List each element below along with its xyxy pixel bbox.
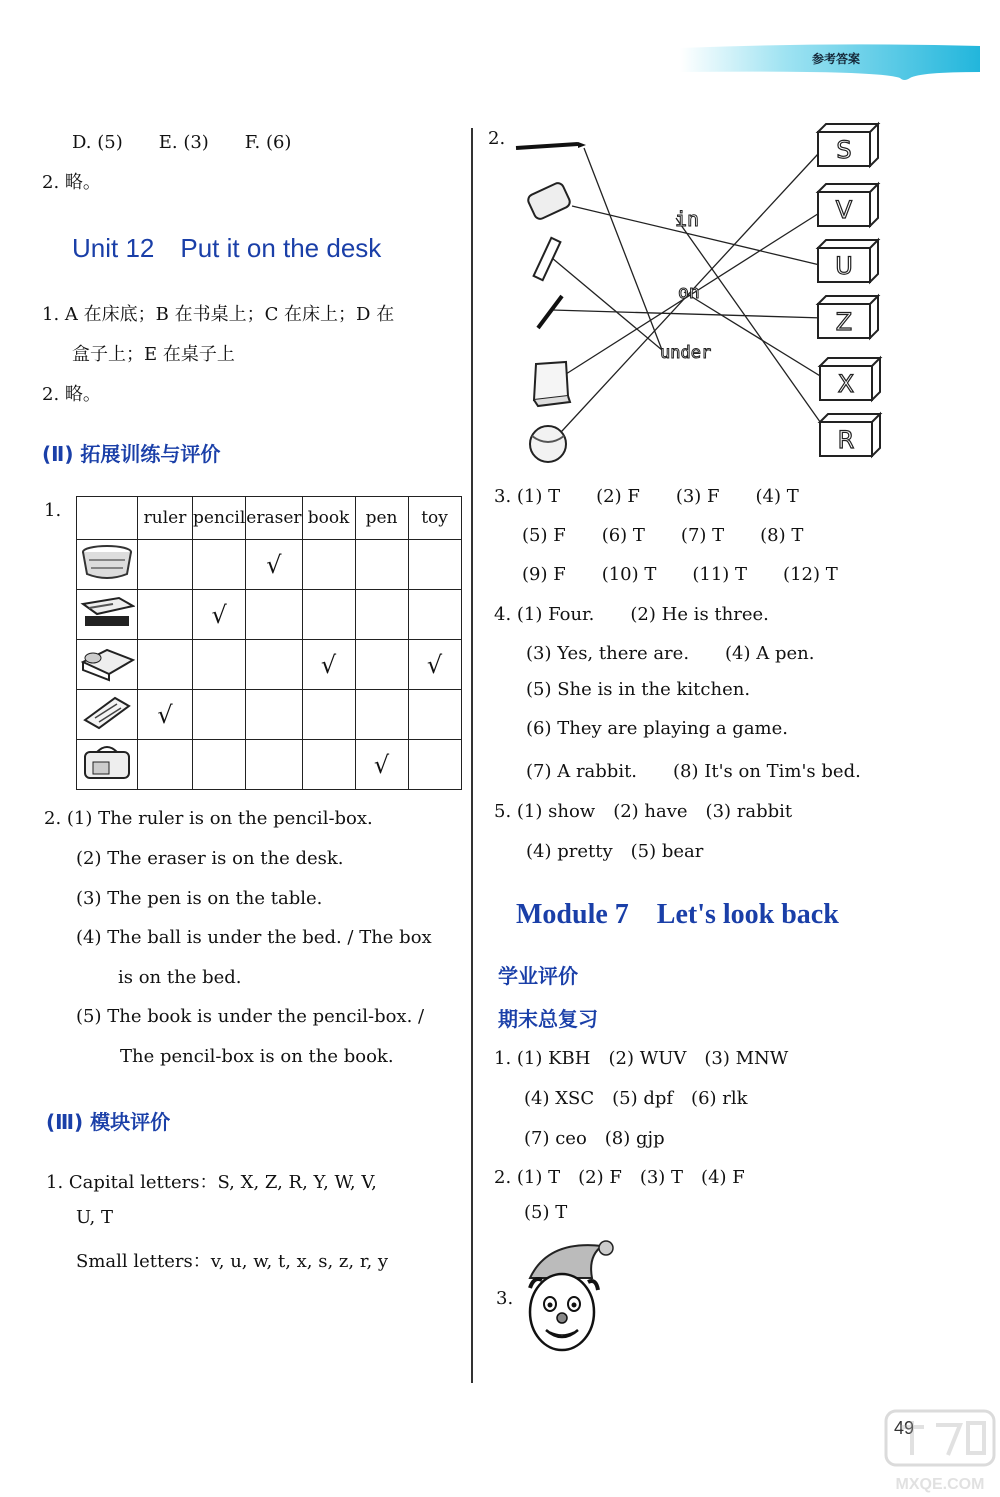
question-number: 3. [496, 1288, 514, 1309]
answer-line: U, T [76, 1207, 113, 1228]
table-cell [408, 590, 461, 640]
col-header: pencil [193, 497, 246, 540]
col-header: ruler [138, 497, 193, 540]
col-header: eraser [246, 497, 302, 540]
table-cell [355, 590, 408, 640]
table-cell [193, 690, 246, 740]
col-header: book [302, 497, 355, 540]
preposition-on: on [678, 282, 700, 303]
answer-line: 1. Capital letters：S, X, Z, R, Y, W, V, [46, 1172, 377, 1193]
table-cell [302, 540, 355, 590]
table-cell [355, 640, 408, 690]
svg-text:S: S [836, 136, 852, 164]
answer-line: (5) F (6) T (7) T (8) T [522, 525, 804, 546]
answer-line: (4) The ball is under the bed. / The box [76, 927, 432, 948]
bed-with-pillow-picture [77, 640, 138, 690]
answer-line: 2. 略。 [42, 384, 101, 405]
pen-icon [538, 296, 562, 328]
answer-line: (4) XSC (5) dpf (6) rlk [524, 1088, 748, 1109]
answer-line: 2. 略。 [42, 172, 101, 193]
svg-text:U: U [835, 252, 853, 280]
table-cell [408, 740, 461, 790]
svg-text:X: X [837, 370, 855, 398]
table-cell [408, 540, 461, 590]
matching-diagram [512, 118, 892, 470]
table-cell [193, 640, 246, 690]
answer-line: 2. (1) T (2) F (3) T (4) F [494, 1167, 745, 1188]
table-corner-cell [77, 497, 138, 540]
answer-line: 3. (1) T (2) F (3) F (4) T [494, 486, 799, 507]
answer-table [76, 496, 462, 790]
answer-line: 1. A 在床底；B 在书桌上；C 在床上；D 在 [42, 304, 395, 325]
table-cell [246, 690, 302, 740]
answer-line: 1. (1) KBH (2) WUV (3) MNW [494, 1048, 789, 1069]
answer-line: The pencil-box is on the book. [120, 1046, 394, 1067]
answer-line: (4) pretty (5) bear [526, 841, 704, 862]
svg-text:MXQE.COM: MXQE.COM [895, 1476, 985, 1493]
table-cell: √ [246, 540, 302, 590]
table-cell [408, 690, 461, 740]
answer-line: 盒子上；E 在桌子上 [72, 344, 235, 365]
desk-picture [77, 590, 138, 640]
table-cell: √ [302, 640, 355, 690]
section-heading: (Ⅱ) 拓展训练与评价 [42, 442, 221, 466]
book-icon [534, 362, 570, 406]
question-number: 2. [488, 128, 506, 149]
svg-text:Z: Z [835, 308, 853, 336]
unit-title: Unit 12 Put it on the desk [72, 233, 382, 263]
header-label: 参考答案 [812, 52, 861, 66]
table-row [77, 590, 462, 640]
section-heading: 期末总复习 [498, 1007, 598, 1031]
table-cell: √ [408, 640, 461, 690]
answer-line: (5) The book is under the pencil-box. / [76, 1006, 425, 1027]
svg-text:R: R [837, 426, 855, 454]
answer-line: (3) Yes, there are. (4) A pen. [526, 643, 815, 664]
table-cell [138, 740, 193, 790]
answer-line: (5) She is in the kitchen. [526, 679, 751, 700]
table-cell [355, 690, 408, 740]
table-cell [246, 640, 302, 690]
answer-line: 2. (1) The ruler is on the pencil-box. [44, 808, 373, 829]
letter-box-s [818, 124, 878, 166]
table-row [77, 690, 462, 740]
letter-box-z [818, 296, 878, 338]
table-cell [246, 590, 302, 640]
answer-line: Small letters：v, u, w, t, x, s, z, r, y [76, 1251, 389, 1272]
ball-icon [530, 426, 566, 462]
module-title: Module 7 Let's look back [516, 899, 839, 930]
answer-line: (7) A rabbit. (8) It's on Tim's bed. [526, 761, 861, 782]
letter-box-v [818, 184, 878, 226]
col-header: pen [355, 497, 408, 540]
ruler-icon [534, 238, 561, 280]
answer-line: (2) The eraser is on the desk. [76, 848, 344, 869]
pencil-box-icon [526, 181, 571, 221]
page-number: 49 [894, 1418, 915, 1438]
table-cell [355, 540, 408, 590]
clown-face-drawing [518, 1238, 618, 1354]
preposition-in: in [675, 207, 700, 231]
question-number: 1. [44, 500, 62, 521]
table-row [77, 740, 462, 790]
table-row [77, 540, 462, 590]
table-cell [302, 740, 355, 790]
answer-line: (9) F (10) T (11) T (12) T [522, 564, 838, 585]
pencil-box-picture [77, 690, 138, 740]
table-cell: √ [193, 590, 246, 640]
answer-line: 5. (1) show (2) have (3) rabbit [494, 801, 793, 822]
watermark-logo [880, 1405, 1000, 1497]
table-cell [246, 740, 302, 790]
table-cell [302, 690, 355, 740]
table-cell [193, 540, 246, 590]
preposition-under: under [660, 343, 712, 363]
table-cell [193, 740, 246, 790]
section-heading: (Ⅲ) 模块评价 [46, 1110, 171, 1134]
table-cell [138, 590, 193, 640]
table-cell [138, 540, 193, 590]
answer-line: 4. (1) Four. (2) He is three. [494, 604, 769, 625]
letter-box-u [818, 240, 878, 282]
table-cell: √ [355, 740, 408, 790]
answer-line: (6) They are playing a game. [526, 718, 788, 739]
answer-line: (5) T [524, 1202, 568, 1223]
answer-line-def: D. (5) E. (3) F. (6) [72, 132, 292, 153]
schoolbag-picture [77, 740, 138, 790]
table-cell [302, 590, 355, 640]
section-heading: 学业评价 [498, 964, 578, 988]
table-row [77, 640, 462, 690]
column-divider [471, 128, 473, 1383]
answer-line: is on the bed. [118, 967, 242, 988]
letter-box-x [820, 358, 880, 400]
answer-line: (3) The pen is on the table. [76, 888, 323, 909]
table-cell: √ [138, 690, 193, 740]
letter-box-r [820, 414, 880, 456]
svg-text:V: V [835, 196, 853, 224]
col-header: toy [408, 497, 461, 540]
table-cell [138, 640, 193, 690]
pencil-icon [516, 142, 586, 148]
bed-picture [77, 540, 138, 590]
answer-line: (7) ceo (8) gjp [524, 1128, 665, 1149]
